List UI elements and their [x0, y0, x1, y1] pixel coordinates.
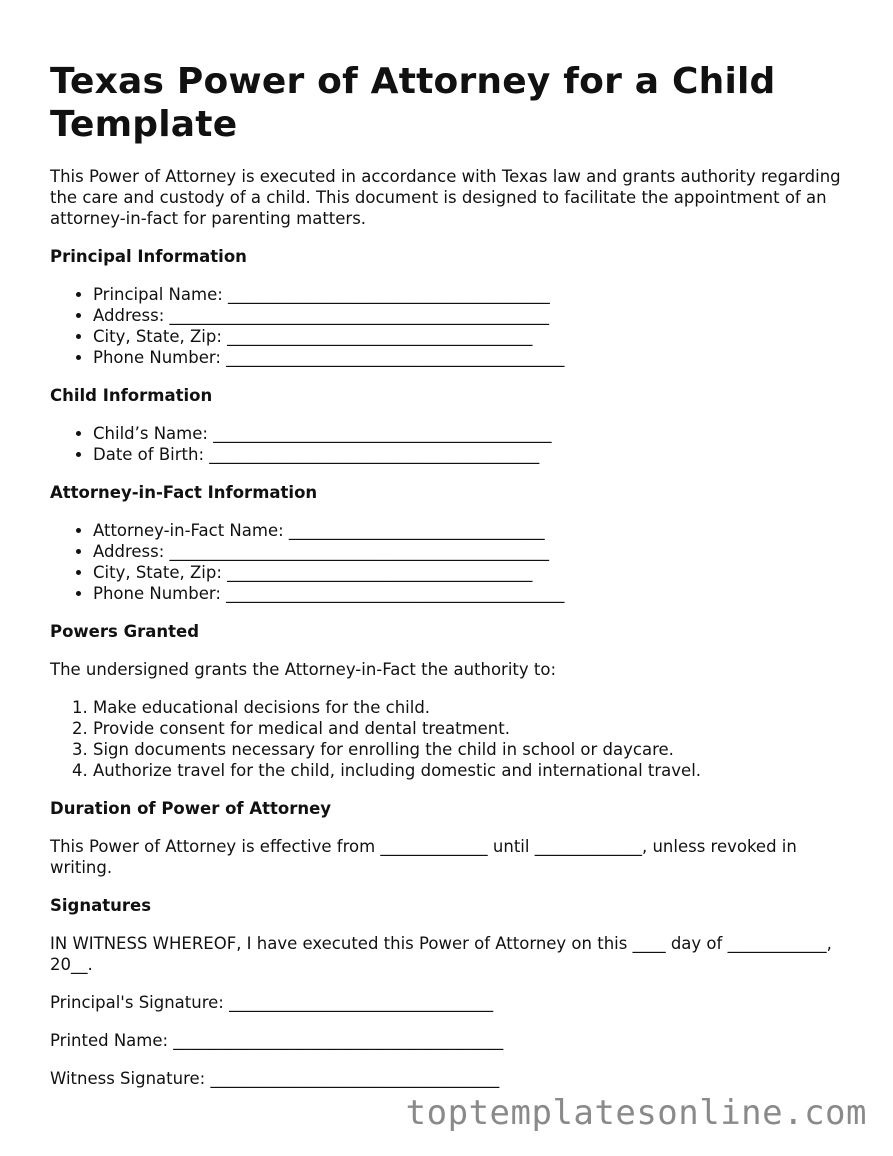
signatures-section [50, 895, 850, 1089]
powers-section [50, 621, 850, 781]
principal-section [50, 246, 850, 368]
principal-list [50, 284, 850, 368]
list-item: 1. Make educational decisions for the child. [93, 697, 850, 718]
list-item: • Date of Birth: ________________________________________ [93, 444, 850, 465]
duration-section [50, 798, 850, 878]
attorney-section [50, 482, 850, 604]
duration-heading: Duration of Power of Attorney [50, 799, 332, 818]
list-item: • Child’s Name: _________________________________________ [93, 423, 850, 444]
witness-signature-line: Witness Signature: ___________________________________ [50, 1069, 500, 1088]
list-item: • Phone Number: _________________________________________ [93, 347, 850, 368]
principal-heading: Principal Information [50, 247, 247, 266]
list-item: 2. Provide consent for medical and dental treatment. [93, 718, 850, 739]
child-list [50, 423, 850, 465]
list-item: • Principal Name: _______________________________________ [93, 284, 850, 305]
signatures-heading: Signatures [50, 896, 152, 915]
list-item: • Address: ______________________________________________ [93, 305, 850, 326]
witness-whereof-text: IN WITNESS WHEREOF, I have executed this Power of Attorney on this ____ day of ____________, 20__. [50, 934, 832, 974]
attorney-list [50, 520, 850, 604]
watermark: toptemplatesonline.com [405, 1093, 867, 1133]
document [50, 60, 850, 1106]
principal-signature-line: Principal's Signature: ________________________________ [50, 993, 494, 1012]
duration-text: This Power of Attorney is effective from _____________ until _____________, unless revoked in writing. [50, 837, 797, 877]
child-section [50, 385, 850, 465]
child-heading: Child Information [50, 386, 213, 405]
list-item: • Address: ______________________________________________ [93, 541, 850, 562]
list-item: • Phone Number: _________________________________________ [93, 583, 850, 604]
page-title: Texas Power of Attorney for a Child Template [50, 61, 776, 145]
list-item: • City, State, Zip: _____________________________________ [93, 562, 850, 583]
attorney-heading: Attorney-in-Fact Information [50, 483, 318, 502]
list-item: • Attorney-in-Fact Name: _______________________________ [93, 520, 850, 541]
list-item: 3. Sign documents necessary for enrolling the child in school or daycare. [93, 739, 850, 760]
powers-heading: Powers Granted [50, 622, 200, 641]
printed-name-line: Printed Name: ________________________________________ [50, 1031, 504, 1050]
powers-list [50, 697, 850, 781]
list-item: 4. Authorize travel for the child, including domestic and international travel. [93, 760, 850, 781]
list-item: • City, State, Zip: _____________________________________ [93, 326, 850, 347]
powers-lead: The undersigned grants the Attorney-in-Fact the authority to: [50, 660, 557, 679]
intro-paragraph: This Power of Attorney is executed in accordance with Texas law and grants authority regarding the care and custody of a child. This document is designed to facilitate the appointment of an attorney-in-fact for parenting matters. [50, 167, 841, 228]
